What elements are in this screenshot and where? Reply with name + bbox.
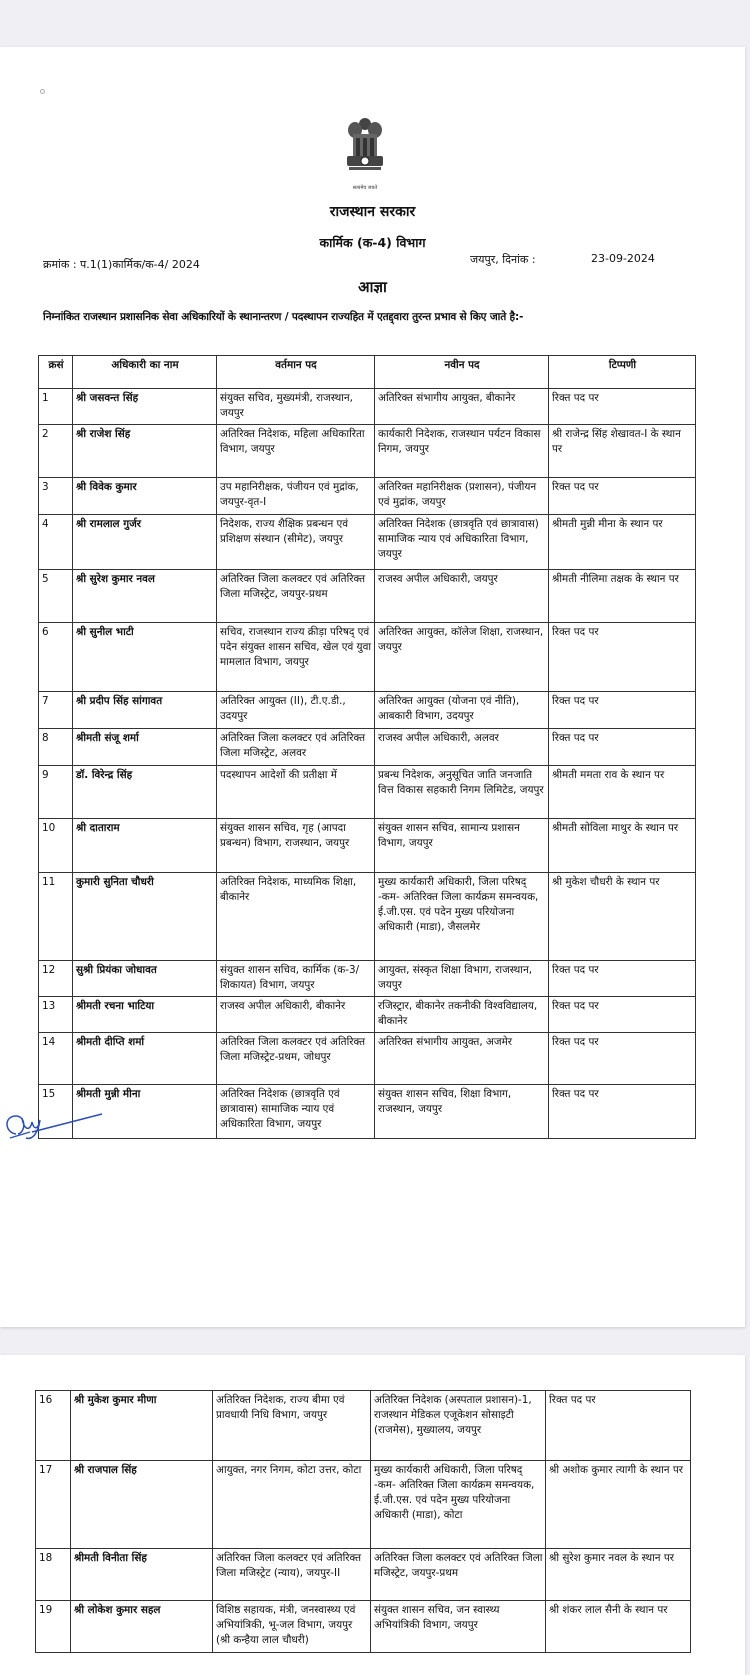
transfer-table-page-2 xyxy=(35,1390,691,1653)
cell-new-post: संयुक्त शासन सचिव, शिक्षा विभाग, राजस्थान, जयपुर xyxy=(375,1085,549,1139)
cell-current-post: अतिरिक्त निदेशक (छात्रवृति एवं छात्रावास) सामाजिक न्याय एवं अधिकारिता विभाग, जयपुर xyxy=(217,1085,375,1139)
cell-current-post: अतिरिक्त जिला कलक्टर एवं अतिरिक्त जिला मजिस्ट्रेट, अलवर xyxy=(217,729,375,766)
table-row xyxy=(39,873,696,961)
cell-current-post: अतिरिक्त निदेशक, राज्य बीमा एवं प्रावधायी निधि विभाग, जयपुर xyxy=(213,1391,371,1461)
table-row xyxy=(39,729,696,766)
cell-current-post: संयुक्त शासन सचिव, गृह (आपदा प्रबन्धन) विभाग, राजस्थान, जयपुर xyxy=(217,819,375,873)
government-name: राजस्थान सरकार xyxy=(329,204,416,220)
cell-officer-name: श्री विवेक कुमार xyxy=(73,478,217,515)
cell-officer-name: श्री लोकेश कुमार सहल xyxy=(71,1601,213,1653)
cell-serial: 1 xyxy=(39,389,73,425)
signature xyxy=(2,1104,112,1144)
cell-current-post: अतिरिक्त जिला कलक्टर एवं अतिरिक्त जिला मजिस्ट्रेट (न्याय), जयपुर-II xyxy=(213,1549,371,1601)
cell-new-post: कार्यकारी निदेशक, राजस्थान पर्यटन विकास निगम, जयपुर xyxy=(375,425,549,478)
cell-current-post: अतिरिक्त निदेशक, महिला अधिकारिता विभाग, जयपुर xyxy=(217,425,375,478)
cell-current-post: निदेशक, राज्य शैक्षिक प्रबन्धन एवं प्रशिक्षण संस्थान (सीमेट), जयपुर xyxy=(217,515,375,570)
cell-new-post: अतिरिक्त संभागीय आयुक्त, अजमेर xyxy=(375,1033,549,1085)
table-row xyxy=(39,1033,696,1085)
cell-serial: 4 xyxy=(39,515,73,570)
cell-new-post: अतिरिक्त निदेशक (छात्रवृति एवं छात्रावास) सामाजिक न्याय एवं अधिकारिता विभाग, जयपुर xyxy=(375,515,549,570)
cell-new-post: प्रबन्ध निदेशक, अनुसूचित जाति जनजाति वित्त विकास सहकारी निगम लिमिटेड, जयपुर xyxy=(375,766,549,819)
cell-officer-name: श्रीमती संजू शर्मा xyxy=(73,729,217,766)
cell-officer-name: श्री प्रदीप सिंह सांगावत xyxy=(73,692,217,729)
table-row xyxy=(39,692,696,729)
table-row xyxy=(39,961,696,997)
cell-new-post: राजस्व अपील अधिकारी, जयपुर xyxy=(375,570,549,623)
table-row xyxy=(39,515,696,570)
cell-serial: 9 xyxy=(39,766,73,819)
cell-officer-name: श्रीमती रचना भाटिया xyxy=(73,997,217,1033)
cell-new-post: आयुक्त, संस्कृत शिक्षा विभाग, राजस्थान, जयपुर xyxy=(375,961,549,997)
cell-officer-name: श्री राजेश सिंह xyxy=(73,425,217,478)
order-date: 23-09-2024 xyxy=(591,252,655,265)
cell-new-post: मुख्य कार्यकारी अधिकारी, जिला परिषद् -कम- अतिरिक्त जिला कार्यक्रम समन्वयक, ई.जी.एस. एवं पदेन मुख्य परियोजना अधिकारी (माडा), कोटा xyxy=(371,1461,546,1549)
cell-remark: रिक्त पद पर xyxy=(549,997,696,1033)
cell-remark: रिक्त पद पर xyxy=(549,729,696,766)
cell-remark: रिक्त पद पर xyxy=(546,1391,691,1461)
cell-officer-name: श्री राजपाल सिंह xyxy=(71,1461,213,1549)
header-current-post: वर्तमान पद xyxy=(217,356,375,389)
cell-serial: 7 xyxy=(39,692,73,729)
table-row xyxy=(39,389,696,425)
cell-new-post: संयुक्त शासन सचिव, जन स्वास्थ्य अभियांत्रिकी विभाग, जयपुर xyxy=(371,1601,546,1653)
cell-remark: श्री अशोक कुमार त्यागी के स्थान पर xyxy=(546,1461,691,1549)
header-remark: टिप्पणी xyxy=(549,356,696,389)
reference-number: क्रमांक : प.1(1)कार्मिक/क-4/ 2024 xyxy=(43,258,200,271)
cell-current-post: अतिरिक्त जिला कलक्टर एवं अतिरिक्त जिला मजिस्ट्रेट-प्रथम, जोधपुर xyxy=(217,1033,375,1085)
cell-current-post: अतिरिक्त जिला कलक्टर एवं अतिरिक्त जिला मजिस्ट्रेट, जयपुर-प्रथम xyxy=(217,570,375,623)
cell-officer-name: श्री दाताराम xyxy=(73,819,217,873)
cell-new-post: अतिरिक्त निदेशक (अस्पताल प्रशासन)-1, राजस्थान मेडिकल एजूकेशन सोसाइटी (राजमेस), मुख्यालय, जयपुर xyxy=(371,1391,546,1461)
cell-new-post: संयुक्त शासन सचिव, सामान्य प्रशासन विभाग, जयपुर xyxy=(375,819,549,873)
header-serial: क्रसं xyxy=(39,356,73,389)
cell-remark: श्रीमती मुन्नी मीना के स्थान पर xyxy=(549,515,696,570)
cell-serial: 8 xyxy=(39,729,73,766)
cell-serial: 3 xyxy=(39,478,73,515)
table-row xyxy=(39,570,696,623)
table-row xyxy=(36,1461,691,1549)
emblem-motto: सत्यमेव जयते xyxy=(352,185,378,191)
cell-remark: रिक्त पद पर xyxy=(549,1033,696,1085)
document-page-1 xyxy=(0,47,745,1327)
cell-current-post: अतिरिक्त आयुक्त (II), टी.ए.डी., उदयपुर xyxy=(217,692,375,729)
cell-new-post: मुख्य कार्यकारी अधिकारी, जिला परिषद् -कम- अतिरिक्त जिला कार्यक्रम समन्वयक, ई.जी.एस. एवं पदेन मुख्य परियोजना अधिकारी (माडा), जैसलमेर xyxy=(375,873,549,961)
table-row xyxy=(36,1601,691,1653)
cell-officer-name: श्री रामलाल गुर्जर xyxy=(73,515,217,570)
cell-remark: रिक्त पद पर xyxy=(549,389,696,425)
cell-new-post: अतिरिक्त आयुक्त, कॉलेज शिक्षा, राजस्थान, जयपुर xyxy=(375,623,549,692)
cell-officer-name: श्री जसवन्त सिंह xyxy=(73,389,217,425)
cell-serial: 11 xyxy=(39,873,73,961)
cell-officer-name: श्री सुरेश कुमार नवल xyxy=(73,570,217,623)
cell-remark: श्री शंकर लाल सैनी के स्थान पर xyxy=(546,1601,691,1653)
cell-remark: रिक्त पद पर xyxy=(549,623,696,692)
cell-officer-name: श्रीमती दीप्ति शर्मा xyxy=(73,1033,217,1085)
cell-current-post: अतिरिक्त निदेशक, माध्यमिक शिक्षा, बीकानेर xyxy=(217,873,375,961)
cell-serial: 18 xyxy=(36,1549,71,1601)
cell-remark: रिक्त पद पर xyxy=(549,692,696,729)
table-row xyxy=(39,997,696,1033)
cell-new-post: अतिरिक्त आयुक्त (योजना एवं नीति), आबकारी विभाग, उदयपुर xyxy=(375,692,549,729)
cell-serial: 16 xyxy=(36,1391,71,1461)
national-emblem-icon xyxy=(343,114,387,178)
order-intro: निम्नांकित राजस्थान प्रशासनिक सेवा अधिकारियों के स्थानान्तरण / पदस्थापन राज्यहित में एतद्द्वारा तुरन्त प्रभाव से किए जाते है:- xyxy=(43,311,524,323)
cell-remark: श्री सुरेश कुमार नवल के स्थान पर xyxy=(546,1549,691,1601)
cell-officer-name: डॉ. विरेन्द्र सिंह xyxy=(73,766,217,819)
table-header-row xyxy=(39,356,696,389)
cell-serial: 17 xyxy=(36,1461,71,1549)
department-name: कार्मिक (क-4) विभाग xyxy=(319,235,426,250)
cell-new-post: राजस्व अपील अधिकारी, अलवर xyxy=(375,729,549,766)
document-page-2 xyxy=(0,1355,745,1675)
cell-new-post: अतिरिक्त संभागीय आयुक्त, बीकानेर xyxy=(375,389,549,425)
cell-remark: श्रीमती सोविला माथुर के स्थान पर xyxy=(549,819,696,873)
table-row xyxy=(39,478,696,515)
place-label: जयपुर, दिनांक : xyxy=(470,253,536,266)
cell-officer-name: श्री सुनील भाटी xyxy=(73,623,217,692)
cell-remark: श्रीमती ममता राव के स्थान पर xyxy=(549,766,696,819)
cell-officer-name: श्रीमती मुन्नी मीना xyxy=(73,1085,217,1139)
cell-officer-name: कुमारी सुनिता चौधरी xyxy=(73,873,217,961)
table-row xyxy=(39,819,696,873)
cell-officer-name: श्री मुकेश कुमार मीणा xyxy=(71,1391,213,1461)
cell-remark: रिक्त पद पर xyxy=(549,478,696,515)
transfer-table-page-1 xyxy=(38,355,696,1139)
table-row xyxy=(39,425,696,478)
header-officer-name: अधिकारी का नाम xyxy=(73,356,217,389)
cell-serial: 5 xyxy=(39,570,73,623)
cell-current-post: संयुक्त सचिव, मुख्यमंत्री, राजस्थान, जयपुर xyxy=(217,389,375,425)
cell-remark: श्री मुकेश चौधरी के स्थान पर xyxy=(549,873,696,961)
cell-current-post: उप महानिरीक्षक, पंजीयन एवं मुद्रांक, जयपुर-वृत-I xyxy=(217,478,375,515)
cell-new-post: अतिरिक्त महानिरीक्षक (प्रशासन), पंजीयन एवं मुद्रांक, जयपुर xyxy=(375,478,549,515)
cell-serial: 13 xyxy=(39,997,73,1033)
cell-current-post: विशिष्ठ सहायक, मंत्री, जनस्वास्थ्य एवं अभियांत्रिकी, भू-जल विभाग, जयपुर (श्री कन्हैया लाल चौधरी) xyxy=(213,1601,371,1653)
cell-serial: 10 xyxy=(39,819,73,873)
table-row xyxy=(36,1549,691,1601)
cell-current-post: पदस्थापन आदेशों की प्रतीक्षा में xyxy=(217,766,375,819)
cell-current-post: संयुक्त शासन सचिव, कार्मिक (क-3/शिकायत) विभाग, जयपुर xyxy=(217,961,375,997)
header-new-post: नवीन पद xyxy=(375,356,549,389)
cell-current-post: राजस्व अपील अधिकारी, बीकानेर xyxy=(217,997,375,1033)
cell-officer-name: सुश्री प्रियंका जोधावत xyxy=(73,961,217,997)
cell-current-post: आयुक्त, नगर निगम, कोटा उत्तर, कोटा xyxy=(213,1461,371,1549)
cell-remark: रिक्त पद पर xyxy=(549,1085,696,1139)
cell-remark: श्री राजेन्द्र सिंह शेखावत-I के स्थान पर xyxy=(549,425,696,478)
cell-serial: 2 xyxy=(39,425,73,478)
cell-serial: 15 xyxy=(39,1085,73,1139)
cell-remark: श्रीमती नीलिमा तक्षक के स्थान पर xyxy=(549,570,696,623)
cell-current-post: सचिव, राजस्थान राज्य क्रीड़ा परिषद् एवं पदेन संयुक्त शासन सचिव, खेल एवं युवा मामलात विभाग, जयपुर xyxy=(217,623,375,692)
cell-serial: 14 xyxy=(39,1033,73,1085)
table-row xyxy=(36,1391,691,1461)
cell-new-post: रजिस्ट्रार, बीकानेर तकनीकी विश्वविद्यालय, बीकानेर xyxy=(375,997,549,1033)
scan-speck xyxy=(40,89,45,94)
cell-new-post: अतिरिक्त जिला कलक्टर एवं अतिरिक्त जिला मजिस्ट्रेट, जयपुर-प्रथम xyxy=(371,1549,546,1601)
cell-remark: रिक्त पद पर xyxy=(549,961,696,997)
cell-serial: 19 xyxy=(36,1601,71,1653)
table-row xyxy=(39,623,696,692)
cell-serial: 6 xyxy=(39,623,73,692)
table-row xyxy=(39,766,696,819)
cell-serial: 12 xyxy=(39,961,73,997)
table-row xyxy=(39,1085,696,1139)
cell-officer-name: श्रीमती विनीता सिंह xyxy=(71,1549,213,1601)
order-title: आज्ञा xyxy=(358,278,387,296)
